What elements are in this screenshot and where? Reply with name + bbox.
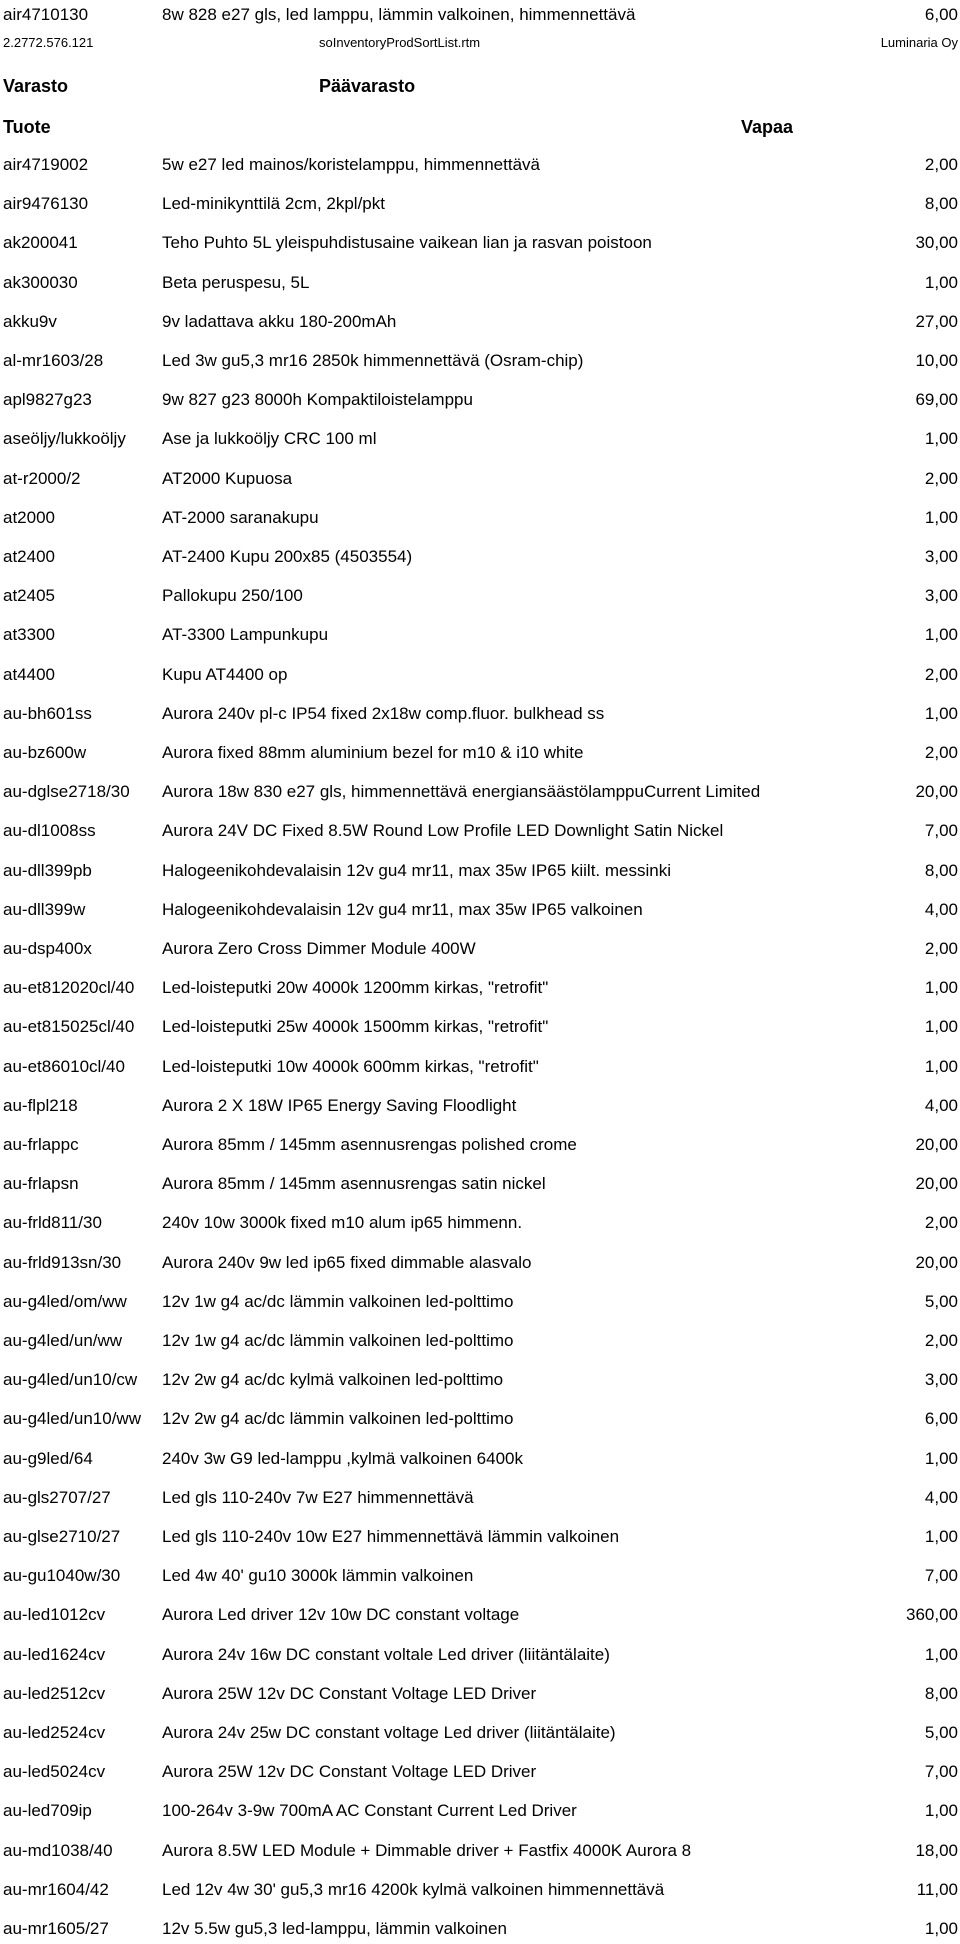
- product-code: au-led2524cv: [3, 1723, 106, 1742]
- column-header-product: Tuote: [3, 117, 51, 137]
- product-description: Aurora 2 X 18W IP65 Energy Saving Floodlight: [162, 1095, 517, 1115]
- product-code: au-frlapsn: [3, 1174, 79, 1194]
- available-quantity: 5,00: [924, 1291, 958, 1311]
- product-code: al-mr1603/28: [3, 351, 104, 370]
- product-description: 9v ladattava akku 180-200mAh: [162, 311, 397, 331]
- product-code: au-g4led/om/ww: [3, 1291, 127, 1311]
- table-row: [0, 1287, 960, 1317]
- table-row: [0, 1757, 960, 1787]
- table-row: [0, 1091, 960, 1121]
- available-quantity: 2,00: [924, 155, 958, 174]
- table-row: [0, 385, 960, 415]
- available-quantity: 1,00: [924, 978, 958, 998]
- warehouse-header: [0, 71, 960, 101]
- available-quantity: 1,00: [924, 507, 958, 527]
- table-row: [0, 1836, 960, 1866]
- available-quantity: 3,00: [924, 1370, 958, 1390]
- product-description: 100-264v 3-9w 700mA AC Constant Current Led Driver: [162, 1801, 577, 1821]
- product-code: au-frld913sn/30: [3, 1252, 122, 1272]
- product-description: Led-loisteputki 20w 4000k 1200mm kirkas, "retrofit": [162, 978, 549, 998]
- available-quantity: 1,00: [924, 1017, 958, 1037]
- available-quantity: 7,00: [924, 1762, 958, 1782]
- product-description: Led-loisteputki 25w 4000k 1500mm kirkas, "retrofit": [162, 1017, 549, 1037]
- product-code: au-bh601ss: [3, 703, 92, 723]
- product-description: AT-3300 Lampunkupu: [162, 625, 329, 645]
- product-description: Aurora Zero Cross Dimmer Module 400W: [162, 939, 476, 958]
- product-description: Led 12v 4w 30' gu5,3 mr16 4200k kylmä valkoinen himmennettävä: [162, 1879, 665, 1899]
- table-row: [0, 620, 960, 650]
- table-row: [0, 1914, 960, 1944]
- page-header: [0, 28, 960, 58]
- available-quantity: 4,00: [924, 1487, 958, 1507]
- product-code: au-mr1605/27: [3, 1919, 109, 1938]
- product-description: 12v 1w g4 ac/dc lämmin valkoinen led-polttimo: [162, 1331, 514, 1350]
- available-quantity: 1,00: [924, 1801, 958, 1821]
- product-code: au-frld811/30: [3, 1213, 102, 1233]
- product-code: au-glse2710/27: [3, 1527, 121, 1546]
- available-quantity: 4,00: [924, 1095, 958, 1115]
- product-code: au-led709ip: [3, 1801, 92, 1821]
- product-description: Aurora 24v 25w DC constant voltage Led driver (liitäntälaite): [162, 1723, 616, 1742]
- available-quantity: 1,00: [924, 272, 958, 292]
- product-description: AT-2000 saranakupu: [162, 507, 319, 527]
- column-header-available: Vapaa: [741, 117, 794, 137]
- available-quantity: 7,00: [924, 1566, 958, 1586]
- product-code: aseöljy/lukkoöljy: [3, 429, 126, 449]
- product-description: 8w 828 e27 gls, led lamppu, lämmin valkoinen, himmennettävä: [162, 5, 636, 24]
- product-description: 12v 2w g4 ac/dc kylmä valkoinen led-polttimo: [162, 1370, 504, 1390]
- product-code: at4400: [3, 664, 55, 684]
- available-quantity: 20,00: [915, 1252, 958, 1272]
- product-description: Led gls 110-240v 10w E27 himmennettävä lämmin valkoinen: [162, 1527, 620, 1546]
- table-row: [0, 268, 960, 298]
- product-code: akku9v: [3, 311, 57, 331]
- product-code: au-dll399w: [3, 899, 86, 919]
- table-row: [0, 464, 960, 494]
- product-code: air4719002: [3, 155, 89, 174]
- available-quantity: 3,00: [924, 547, 958, 566]
- available-quantity: 2,00: [924, 939, 958, 958]
- available-quantity: 20,00: [915, 1174, 958, 1194]
- table-row: [0, 228, 960, 258]
- product-code: au-et86010cl/40: [3, 1056, 125, 1076]
- product-description: Ase ja lukkoöljy CRC 100 ml: [162, 429, 377, 449]
- available-quantity: 1,00: [924, 1644, 958, 1664]
- inventory-table: [0, 150, 960, 1944]
- product-description: AT2000 Kupuosa: [162, 468, 293, 488]
- table-row: [0, 503, 960, 533]
- product-code: at2000: [3, 507, 55, 527]
- available-quantity: 1,00: [924, 1527, 958, 1546]
- product-description: AT-2400 Kupu 200x85 (4503554): [162, 547, 413, 566]
- table-row: [0, 895, 960, 925]
- available-quantity: 6,00: [924, 1409, 958, 1429]
- product-code: au-et815025cl/40: [3, 1017, 135, 1037]
- product-description: Aurora 85mm / 145mm asennusrengas satin nickel: [162, 1174, 546, 1194]
- product-description: Aurora 24v 16w DC constant voltale Led driver (liitäntälaite): [162, 1644, 610, 1664]
- table-row: [0, 777, 960, 807]
- product-code: au-g4led/un/ww: [3, 1331, 123, 1350]
- available-quantity: 1,00: [924, 703, 958, 723]
- table-row: [0, 346, 960, 376]
- table-row: [0, 1483, 960, 1513]
- column-header-row: [0, 112, 960, 142]
- product-description: Aurora 240v 9w led ip65 fixed dimmable alasvalo: [162, 1252, 532, 1272]
- product-code: au-bz600w: [3, 743, 87, 762]
- table-row: [0, 1679, 960, 1709]
- available-quantity: 3,00: [924, 586, 958, 606]
- available-quantity: 1,00: [924, 1056, 958, 1076]
- product-description: Led 4w 40' gu10 3000k lämmin valkoinen: [162, 1566, 474, 1586]
- list-item: [0, 0, 960, 30]
- available-quantity: 2,00: [924, 1213, 958, 1233]
- available-quantity: 2,00: [924, 664, 958, 684]
- available-quantity: 2,00: [924, 743, 958, 762]
- table-row: [0, 856, 960, 886]
- product-code: au-et812020cl/40: [3, 978, 135, 998]
- available-quantity: 8,00: [924, 194, 958, 214]
- product-description: 12v 1w g4 ac/dc lämmin valkoinen led-polttimo: [162, 1291, 514, 1311]
- product-description: 240v 10w 3000k fixed m10 alum ip65 himmenn.: [162, 1213, 523, 1233]
- product-description: Aurora 85mm / 145mm asennusrengas polished crome: [162, 1135, 577, 1154]
- product-description: Halogeenikohdevalaisin 12v gu4 mr11, max 35w IP65 kiilt. messinki: [162, 860, 671, 880]
- available-quantity: 8,00: [924, 860, 958, 880]
- table-row: [0, 1561, 960, 1591]
- product-code: au-dsp400x: [3, 939, 92, 958]
- table-row: [0, 1326, 960, 1356]
- product-description: Led gls 110-240v 7w E27 himmennettävä: [162, 1487, 474, 1507]
- product-description: Kupu AT4400 op: [162, 664, 288, 684]
- available-quantity: 30,00: [915, 233, 958, 253]
- product-code: au-g9led/64: [3, 1448, 93, 1468]
- product-code: au-dll399pb: [3, 860, 92, 880]
- product-code: at-r2000/2: [3, 468, 81, 488]
- available-quantity: 360,00: [906, 1605, 958, 1625]
- available-quantity: 20,00: [915, 782, 958, 802]
- product-description: 5w e27 led mainos/koristelamppu, himmennettävä: [162, 155, 540, 174]
- product-description: Halogeenikohdevalaisin 12v gu4 mr11, max 35w IP65 valkoinen: [162, 899, 643, 919]
- available-quantity: 69,00: [915, 390, 958, 410]
- table-row: [0, 1522, 960, 1552]
- table-row: [0, 973, 960, 1003]
- product-code: at2405: [3, 586, 55, 606]
- product-description: Beta peruspesu, 5L: [162, 272, 310, 292]
- table-row: [0, 424, 960, 454]
- available-quantity: 5,00: [924, 1723, 958, 1742]
- available-quantity: 1,00: [924, 625, 958, 645]
- table-row: [0, 1796, 960, 1826]
- product-code: au-frlappc: [3, 1135, 79, 1154]
- table-row: [0, 934, 960, 964]
- table-row: [0, 660, 960, 690]
- product-code: at2400: [3, 547, 55, 566]
- table-row: [0, 1718, 960, 1748]
- available-quantity: 6,00: [924, 5, 958, 24]
- product-code: au-mr1604/42: [3, 1879, 109, 1899]
- table-row: [0, 1052, 960, 1082]
- available-quantity: 1,00: [924, 1919, 958, 1938]
- product-description: Aurora 240v pl-c IP54 fixed 2x18w comp.fluor. bulkhead ss: [162, 703, 605, 723]
- table-row: [0, 1012, 960, 1042]
- product-description: 240v 3w G9 led-lamppu ,kylmä valkoinen 6400k: [162, 1448, 523, 1468]
- table-row: [0, 738, 960, 768]
- available-quantity: 11,00: [916, 1879, 958, 1899]
- product-code: au-g4led/un10/ww: [3, 1409, 141, 1429]
- product-description: Aurora Led driver 12v 10w DC constant voltage: [162, 1605, 520, 1625]
- product-description: Teho Puhto 5L yleispuhdistusaine vaikean lian ja rasvan poistoon: [162, 233, 652, 253]
- product-description: Pallokupu 250/100: [162, 586, 303, 606]
- table-row: [0, 1600, 960, 1630]
- product-description: Aurora 18w 830 e27 gls, himmennettävä energiansäästölamppuCurrent Limited: [162, 782, 761, 802]
- product-code: au-gls2707/27: [3, 1487, 111, 1507]
- table-row: [0, 1130, 960, 1160]
- available-quantity: 7,00: [924, 821, 958, 841]
- product-description: 9w 827 g23 8000h Kompaktiloistelamppu: [162, 390, 473, 410]
- product-code: air9476130: [3, 194, 89, 214]
- product-code: au-dl1008ss: [3, 821, 96, 841]
- available-quantity: 27,00: [915, 311, 958, 331]
- available-quantity: 8,00: [924, 1683, 958, 1703]
- product-code: ak200041: [3, 233, 78, 253]
- table-row: [0, 1875, 960, 1905]
- available-quantity: 10,00: [915, 351, 958, 370]
- warehouse-label: Varasto: [3, 76, 69, 96]
- product-code: ak300030: [3, 272, 78, 292]
- warehouse-value: Päävarasto: [319, 76, 416, 96]
- table-row: [0, 189, 960, 219]
- report-number: 2.2772.576.121: [3, 35, 94, 50]
- table-row: [0, 1640, 960, 1670]
- product-code: au-gu1040w/30: [3, 1566, 121, 1586]
- table-row: [0, 1169, 960, 1199]
- product-description: Led-minikynttilä 2cm, 2kpl/pkt: [162, 194, 385, 214]
- product-code: apl9827g23: [3, 390, 92, 410]
- product-code: au-led2512cv: [3, 1683, 106, 1703]
- product-code: air4710130: [3, 5, 89, 24]
- company-name: Luminaria Oy: [880, 35, 958, 50]
- product-description: Aurora fixed 88mm aluminium bezel for m10 & i10 white: [162, 743, 584, 762]
- available-quantity: 2,00: [924, 468, 958, 488]
- product-description: 12v 2w g4 ac/dc lämmin valkoinen led-polttimo: [162, 1409, 514, 1429]
- table-row: [0, 1404, 960, 1434]
- product-code: au-g4led/un10/cw: [3, 1370, 138, 1390]
- table-row: [0, 542, 960, 572]
- product-description: Aurora 8.5W LED Module + Dimmable driver + Fastfix 4000K Aurora 8: [162, 1840, 692, 1860]
- product-description: Aurora 24V DC Fixed 8.5W Round Low Profile LED Downlight Satin Nickel: [162, 821, 724, 841]
- available-quantity: 18,00: [915, 1840, 958, 1860]
- product-code: au-led1012cv: [3, 1605, 106, 1625]
- product-code: at3300: [3, 625, 55, 645]
- table-row: [0, 307, 960, 337]
- product-code: au-led5024cv: [3, 1762, 106, 1782]
- table-row: [0, 1444, 960, 1474]
- product-code: au-md1038/40: [3, 1840, 113, 1860]
- table-row: [0, 581, 960, 611]
- report-file-name: soInventoryProdSortList.rtm: [319, 35, 481, 50]
- available-quantity: 1,00: [924, 429, 958, 449]
- table-row: [0, 816, 960, 846]
- product-description: Led-loisteputki 10w 4000k 600mm kirkas, "retrofit": [162, 1056, 539, 1076]
- available-quantity: 4,00: [924, 899, 958, 919]
- table-row: [0, 150, 960, 180]
- table-row: [0, 1365, 960, 1395]
- available-quantity: 1,00: [924, 1448, 958, 1468]
- table-row: [0, 1248, 960, 1278]
- table-row: [0, 699, 960, 729]
- product-code: au-led1624cv: [3, 1644, 106, 1664]
- table-row: [0, 1208, 960, 1238]
- available-quantity: 2,00: [924, 1331, 958, 1350]
- product-description: 12v 5.5w gu5,3 led-lamppu, lämmin valkoinen: [162, 1919, 507, 1938]
- product-description: Aurora 25W 12v DC Constant Voltage LED Driver: [162, 1762, 537, 1782]
- product-code: au-dglse2718/30: [3, 782, 130, 802]
- product-code: au-flpl218: [3, 1095, 78, 1115]
- product-description: Led 3w gu5,3 mr16 2850k himmennettävä (Osram-chip): [162, 351, 584, 370]
- product-description: Aurora 25W 12v DC Constant Voltage LED Driver: [162, 1683, 537, 1703]
- available-quantity: 20,00: [915, 1135, 958, 1154]
